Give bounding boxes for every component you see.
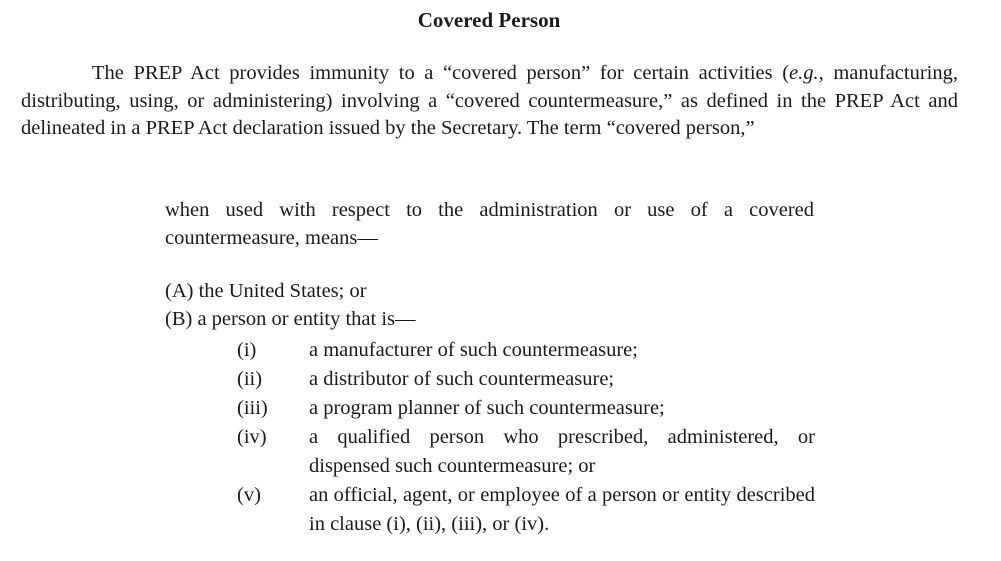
definition-list xyxy=(165,277,815,333)
clause-number: (v) xyxy=(237,484,261,506)
list-item-a: (A) the United States; or xyxy=(165,280,367,302)
intro-text-start: The PREP Act provides immunity to a “covered person” for certain activities ( xyxy=(92,62,790,84)
clause-text: an official, agent, or employee of a person or entity described in clause (i), (ii), (iii), or (iv). xyxy=(309,484,815,535)
clause-number: (iii) xyxy=(237,397,268,419)
clause-item-v xyxy=(237,481,815,539)
clause-item-ii xyxy=(237,365,815,394)
clause-text: a distributor of such countermeasure; xyxy=(309,368,615,390)
intro-text-end: , manufacturing, distributing, using, or administering) involving a “covered countermeasure,” as defined in the PREP Act and delineated in a PREP Act declaration issued by the Secretary. The term “covered person,” xyxy=(21,62,958,139)
section-heading: Covered Person xyxy=(417,8,561,32)
clause-item-i xyxy=(237,336,815,365)
intro-eg-abbrev: e.g. xyxy=(789,62,819,84)
clause-item-iii xyxy=(237,394,815,423)
clause-number: (ii) xyxy=(237,368,263,390)
clause-text: a qualified person who prescribed, administered, or dispensed such countermeasure; or xyxy=(309,426,815,477)
clause-number: (iv) xyxy=(237,426,267,448)
clause-number: (i) xyxy=(237,339,257,361)
clause-text: a manufacturer of such countermeasure; xyxy=(309,339,638,361)
clause-list xyxy=(237,336,815,539)
clause-text: a program planner of such countermeasure; xyxy=(309,397,665,419)
list-item-b: (B) a person or entity that is— xyxy=(165,308,416,330)
clause-item-iv xyxy=(237,423,815,481)
intro-paragraph xyxy=(21,60,958,143)
block-quote-definition: when used with respect to the administration or use of a covered countermeasure, means— xyxy=(165,199,814,249)
